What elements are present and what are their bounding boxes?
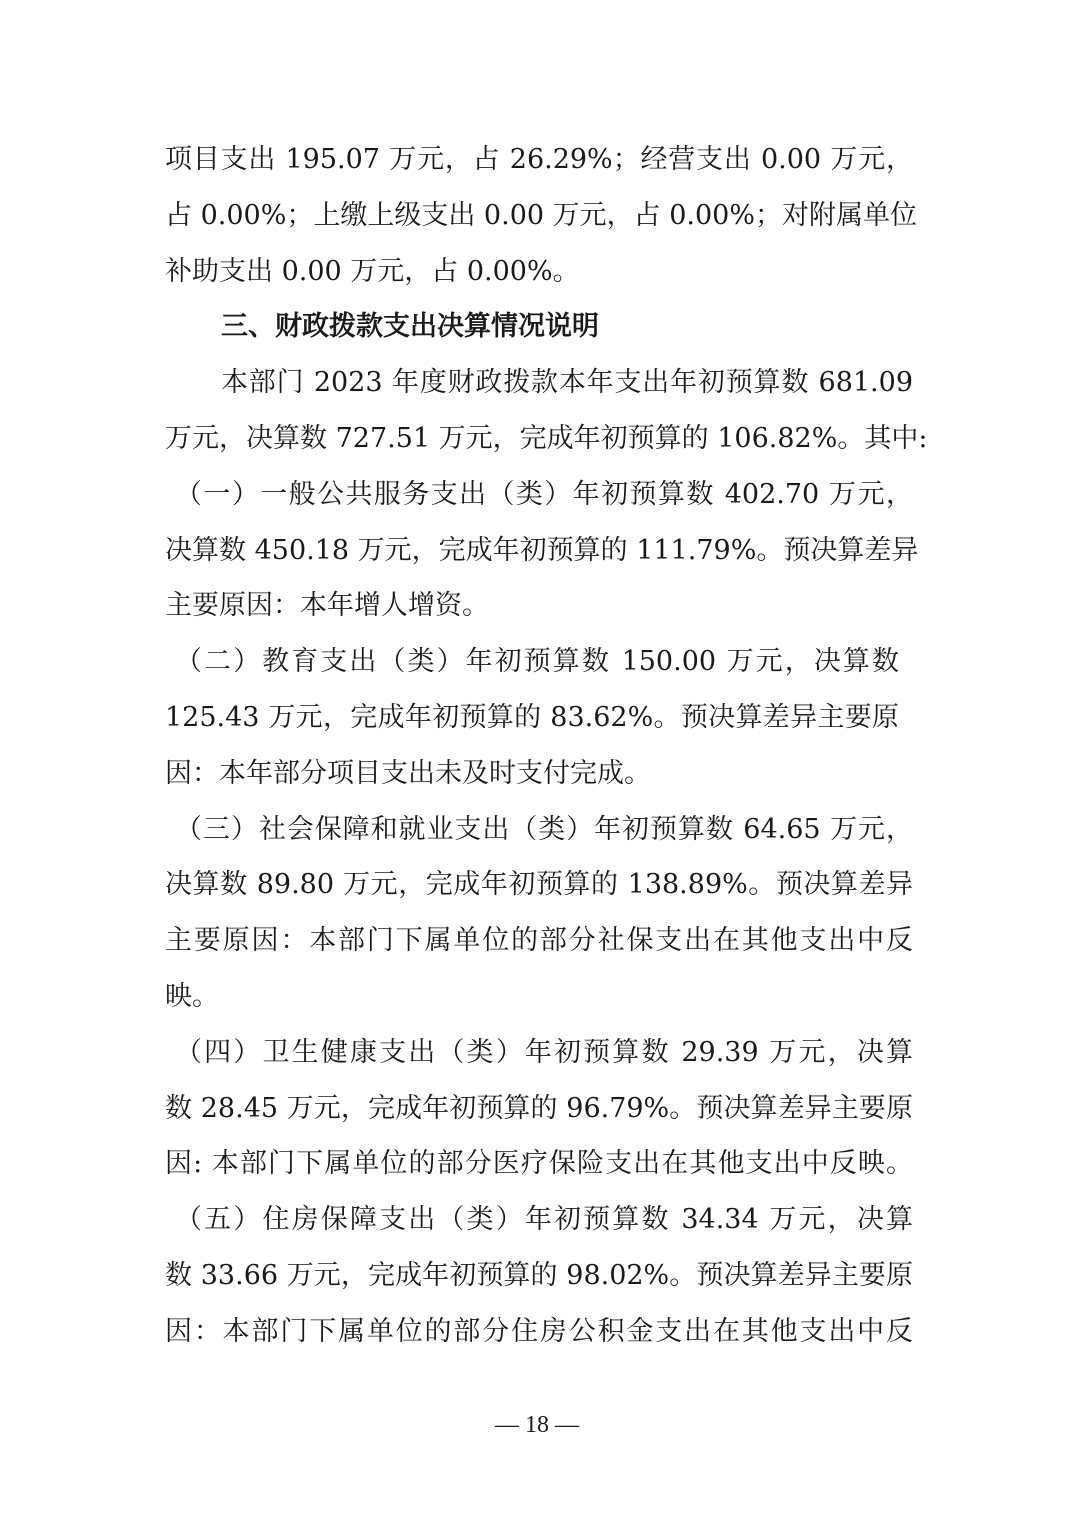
text-line: （二）教育支出（类）年初预算数 150.00 万元，决算数 bbox=[175, 646, 899, 678]
document-body bbox=[165, 138, 928, 1366]
text-line: 因: 本部门下属单位的部分医疗保险支出在其他支出中反映。 bbox=[165, 1148, 913, 1180]
text-line: 项目支出 195.07 万元，占 26.29%；经营支出 0.00 万元， bbox=[165, 144, 913, 175]
text-line: 数 28.45 万元，完成年初预算的 96.79%。预决算差异主要原 bbox=[165, 1092, 913, 1124]
section-heading: 三、财政拨款支出决算情况说明 bbox=[221, 311, 599, 343]
text-line: 补助支出 0.00 万元，占 0.00%。 bbox=[165, 255, 580, 287]
text-line: 万元，决算数 727.51 万元，完成年初预算的 106.82%。其中: bbox=[165, 422, 928, 454]
text-line: （一）一般公共服务支出（类）年初预算数 402.70 万元， bbox=[175, 478, 913, 510]
text-line: （三）社会保障和就业支出（类）年初预算数 64.65 万元， bbox=[175, 813, 913, 845]
text-line: 本部门 2023 年度财政拨款本年支出年初预算数 681.09 bbox=[221, 367, 913, 399]
text-line: 主要原因：本年增人增资。 bbox=[165, 590, 489, 622]
text-line: 主要原因：本部门下属单位的部分社保支出在其他支出中反 bbox=[165, 925, 913, 957]
page-number: — 18 — bbox=[495, 1412, 579, 1438]
text-line: 数 33.66 万元，完成年初预算的 98.02%。预决算差异主要原 bbox=[165, 1259, 913, 1291]
text-line: 映。 bbox=[165, 980, 219, 1012]
text-line: 决算数 450.18 万元，完成年初预算的 111.79%。预决算差异 bbox=[165, 534, 919, 566]
text-line: 决算数 89.80 万元，完成年初预算的 138.89%。预决算差异 bbox=[165, 869, 913, 901]
text-line: 占 0.00%；上缴上级支出 0.00 万元，占 0.00%；对附属单位 bbox=[165, 199, 917, 231]
text-line: 125.43 万元，完成年初预算的 83.62%。预决算差异主要原 bbox=[165, 701, 899, 733]
text-line: 因：本年部分项目支出未及时支付完成。 bbox=[165, 757, 651, 789]
text-line: 因：本部门下属单位的部分住房公积金支出在其他支出中反 bbox=[165, 1315, 913, 1347]
text-line: （五）住房保障支出（类）年初预算数 34.34 万元，决算 bbox=[175, 1204, 913, 1236]
text-line: （四）卫生健康支出（类）年初预算数 29.39 万元，决算 bbox=[175, 1036, 913, 1068]
